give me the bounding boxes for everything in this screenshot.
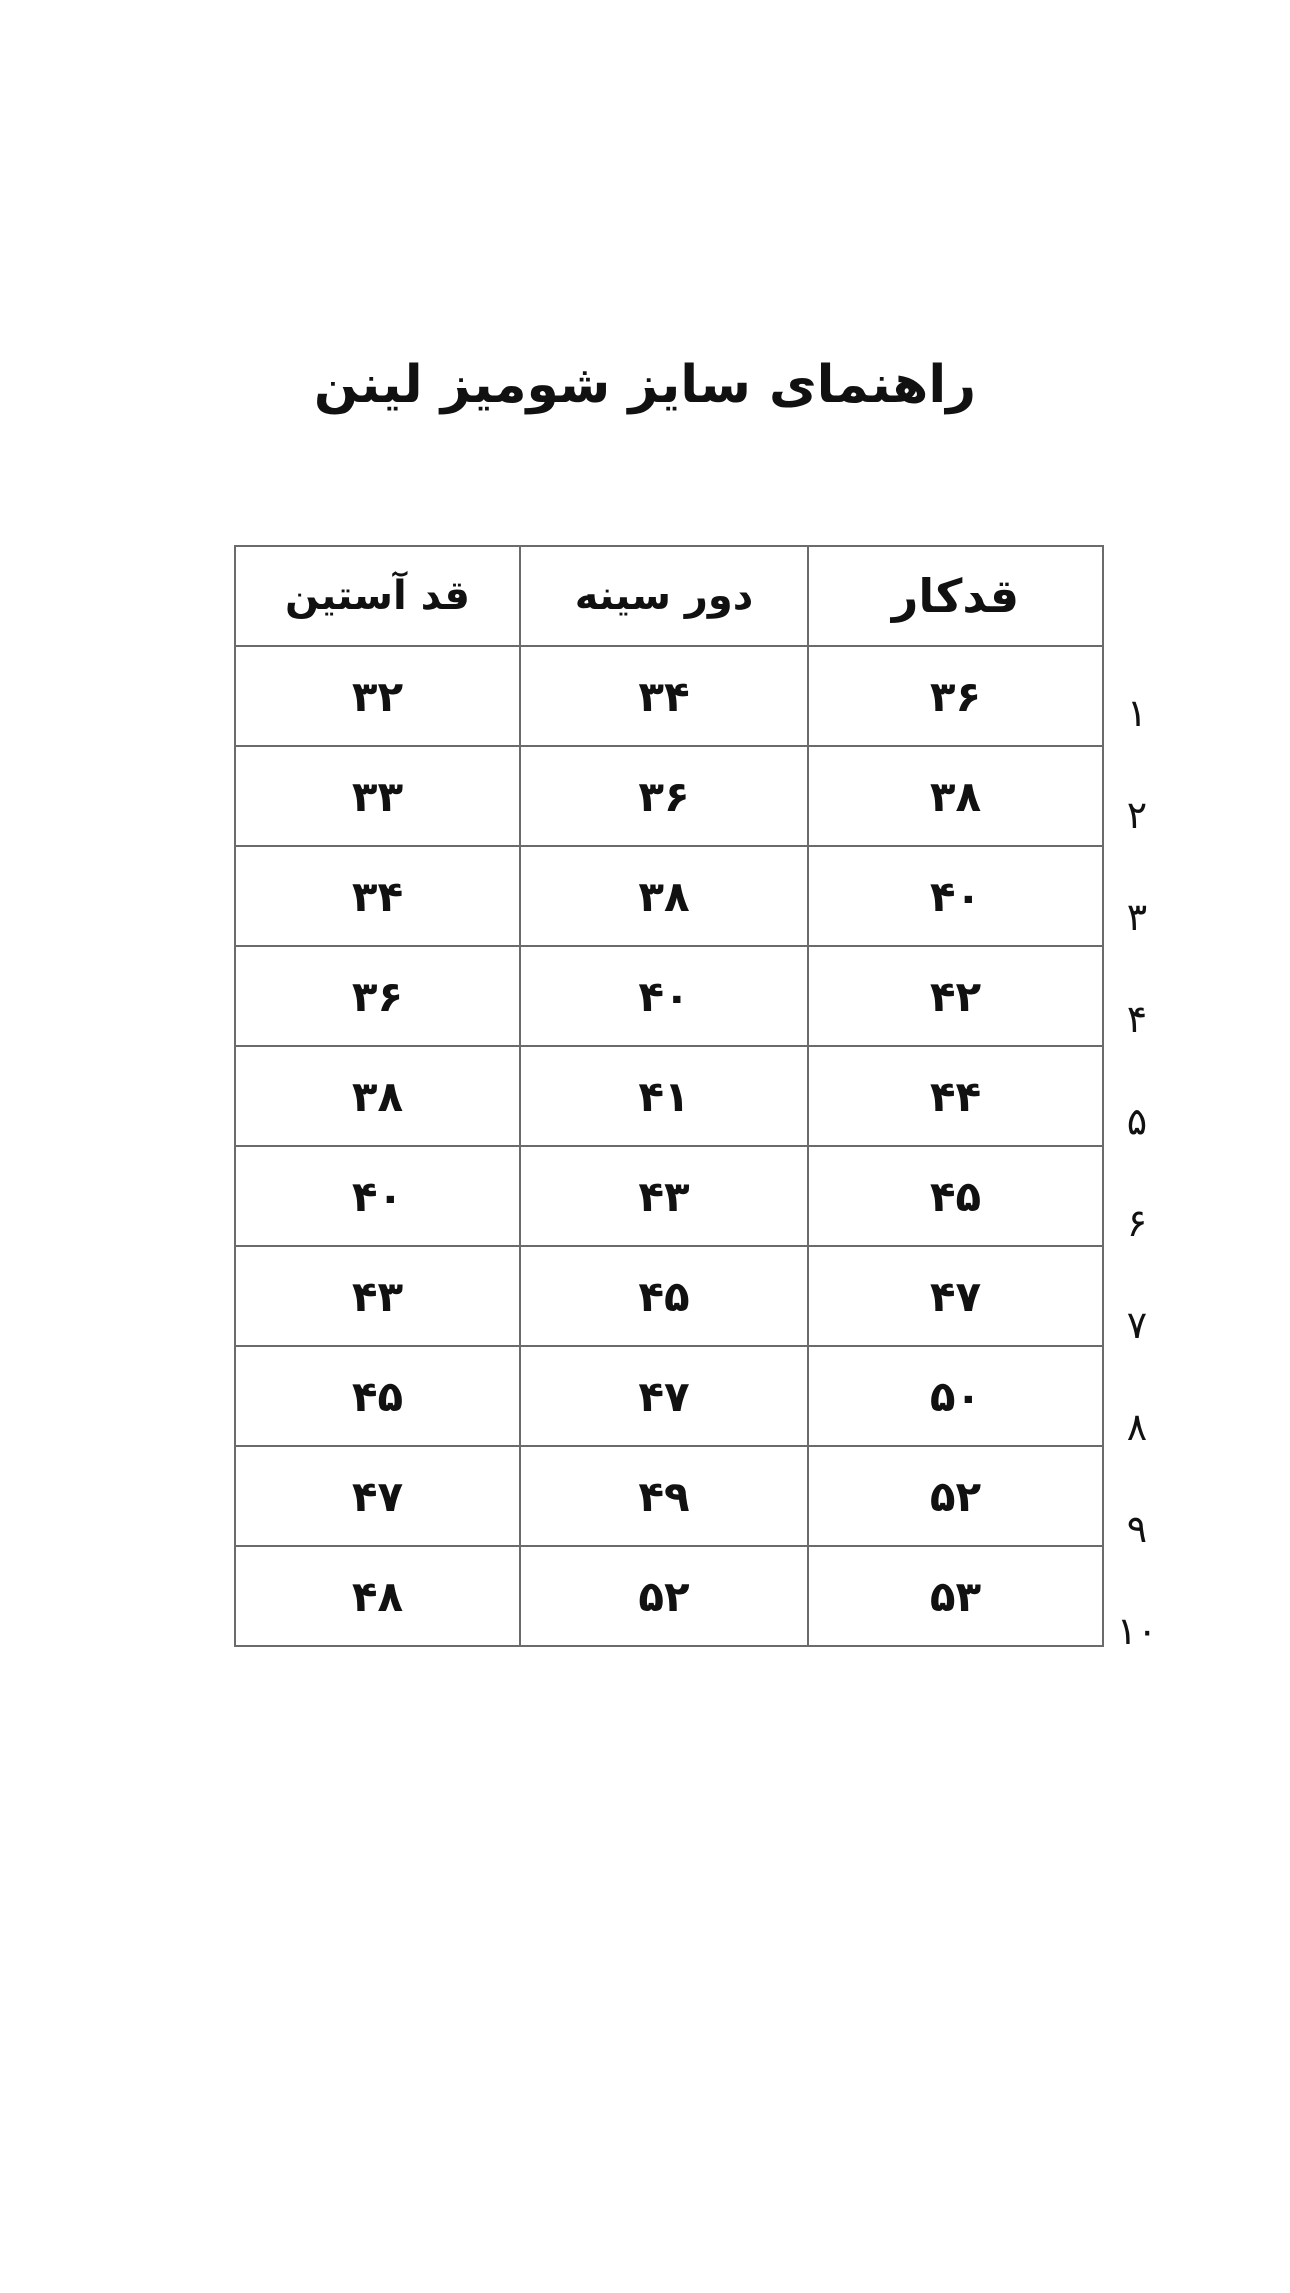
row-number: ۶: [1126, 1201, 1148, 1245]
chest-cell: ۳۸: [520, 846, 808, 946]
row-number: ۴: [1126, 997, 1148, 1041]
height-cell: ۵۳: [808, 1546, 1103, 1646]
height-cell: ۵۰: [808, 1346, 1103, 1446]
sleeve-cell: ۳۸: [235, 1046, 520, 1146]
chest-cell: ۴۱: [520, 1046, 808, 1146]
sleeve-cell: ۳۳: [235, 746, 520, 846]
table-row: [235, 946, 1103, 1046]
table-row: [235, 1046, 1103, 1146]
height-cell: ۳۶: [808, 646, 1103, 746]
header-sleeve-length: قد آستین: [235, 546, 520, 646]
sleeve-cell: ۳۴: [235, 846, 520, 946]
table-row: [235, 1346, 1103, 1446]
sleeve-cell: ۴۰: [235, 1146, 520, 1246]
page-title: راهنمای سایز شومیز لینن: [313, 355, 977, 415]
chest-cell: ۴۳: [520, 1146, 808, 1246]
height-cell: ۴۷: [808, 1246, 1103, 1346]
row-number: ۱۰: [1116, 1609, 1158, 1653]
chest-cell: ۴۹: [520, 1446, 808, 1546]
row-number: ۱: [1126, 691, 1148, 735]
table-row: [235, 646, 1103, 746]
height-cell: ۵۲: [808, 1446, 1103, 1546]
chest-cell: ۴۷: [520, 1346, 808, 1446]
header-garment-length: قدکار: [808, 546, 1103, 646]
size-table: [234, 545, 1104, 1647]
height-cell: ۴۲: [808, 946, 1103, 1046]
table-header-row: [235, 546, 1103, 646]
sleeve-cell: ۴۸: [235, 1546, 520, 1646]
row-number: ۲: [1126, 793, 1148, 837]
chest-cell: ۴۵: [520, 1246, 808, 1346]
table-row: [235, 746, 1103, 846]
row-number: ۳: [1126, 895, 1148, 939]
height-cell: ۴۵: [808, 1146, 1103, 1246]
row-number: ۷: [1126, 1303, 1148, 1347]
sleeve-cell: ۴۵: [235, 1346, 520, 1446]
sleeve-cell: ۳۶: [235, 946, 520, 1046]
sleeve-cell: ۳۲: [235, 646, 520, 746]
row-number: ۸: [1126, 1405, 1148, 1449]
table-row: [235, 1546, 1103, 1646]
chest-cell: ۴۰: [520, 946, 808, 1046]
sleeve-cell: ۴۳: [235, 1246, 520, 1346]
height-cell: ۴۰: [808, 846, 1103, 946]
chest-cell: ۵۲: [520, 1546, 808, 1646]
table-row: [235, 846, 1103, 946]
header-chest: دور سینه: [520, 546, 808, 646]
sleeve-cell: ۴۷: [235, 1446, 520, 1546]
table-row: [235, 1446, 1103, 1546]
height-cell: ۳۸: [808, 746, 1103, 846]
height-cell: ۴۴: [808, 1046, 1103, 1146]
chest-cell: ۳۴: [520, 646, 808, 746]
row-number: ۵: [1126, 1099, 1148, 1143]
row-number-column: [1102, 647, 1172, 1667]
table-row: [235, 1146, 1103, 1246]
table-row: [235, 1246, 1103, 1346]
row-number: ۹: [1126, 1507, 1148, 1551]
chest-cell: ۳۶: [520, 746, 808, 846]
